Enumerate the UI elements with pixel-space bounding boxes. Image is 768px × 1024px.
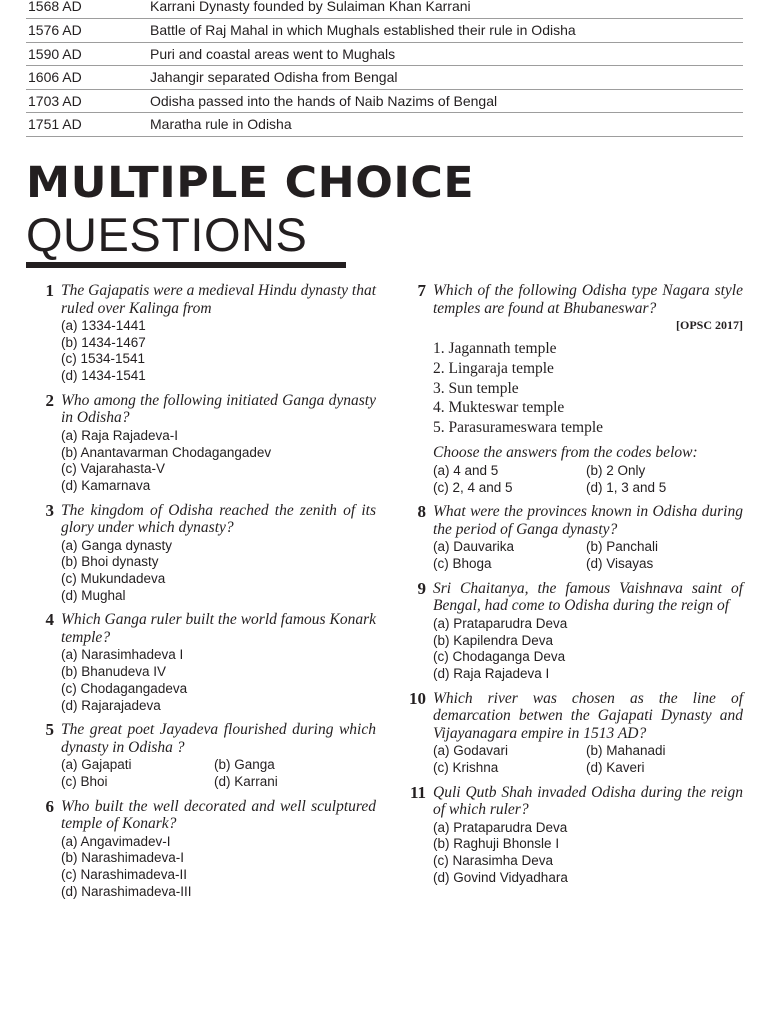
question-number: 7 xyxy=(417,281,426,300)
question-number: 10 xyxy=(409,688,426,708)
timeline-year: 1751 AD xyxy=(28,116,82,133)
question-10 xyxy=(398,690,743,777)
timeline-event: Odisha passed into the hands of Naib Nazims of Bengal xyxy=(150,92,498,109)
option: (a) Godavari xyxy=(433,743,509,759)
timeline-year: 1703 AD xyxy=(28,92,82,109)
question-text: Which of the following Odisha type Nagara style temples are found at Bhubaneswar? xyxy=(433,282,743,317)
question-number: 9 xyxy=(417,578,426,598)
list-item: 5. Parasurameswara temple xyxy=(433,419,604,437)
timeline-event: Karrani Dynasty founded by Sulaiman Khan Karrani xyxy=(150,0,471,14)
option: (b) Kapilendra Deva xyxy=(433,632,554,648)
option: (a) 1334-1441 xyxy=(61,318,146,333)
timeline-event: Jahangir separated Odisha from Bengal xyxy=(150,69,398,86)
question-1 xyxy=(26,282,376,385)
option: (d) 1434-1541 xyxy=(61,368,146,384)
question-3 xyxy=(26,502,376,605)
option: (d) Rajarajadeva xyxy=(61,697,161,713)
timeline-year: 1576 AD xyxy=(28,22,82,38)
option: (c) Narashimadeva-II xyxy=(61,867,188,883)
option: (d) Raja Rajadeva I xyxy=(433,665,550,681)
option: (c) Chodaganga Deva xyxy=(433,649,566,665)
statement-list xyxy=(433,339,743,438)
option: (c) Bhoi xyxy=(61,773,108,789)
list-item: 4. Mukteswar temple xyxy=(433,399,565,417)
exam-source-tag: [OPSC 2017] xyxy=(676,318,743,332)
option: (a) 4 and 5 xyxy=(433,462,499,478)
option: (b) Ganga xyxy=(214,757,275,773)
option: (a) Dauvarika xyxy=(433,539,515,555)
option: (d) Mughal xyxy=(61,587,126,603)
list-item: 1. Jagannath temple xyxy=(433,340,557,357)
timeline-row xyxy=(26,19,743,43)
question-text: The Gajapatis were a medieval Hindu dynasty that ruled over Kalinga from xyxy=(61,282,376,317)
question-6 xyxy=(26,798,376,901)
timeline-row xyxy=(26,43,743,67)
question-11 xyxy=(398,784,743,887)
option: (b) Mahanadi xyxy=(586,743,666,759)
list-item: 2. Lingaraja temple xyxy=(433,359,554,377)
timeline-row xyxy=(26,66,743,90)
option: (b) Bhoi dynasty xyxy=(61,554,159,570)
question-text: What were the provinces known in Odisha during the period of Ganga dynasty? xyxy=(433,503,743,538)
timeline-year: 1590 AD xyxy=(28,45,82,62)
timeline-row xyxy=(26,113,743,137)
question-number: 1 xyxy=(45,281,54,300)
codes-instruction: Choose the answers from the codes below: xyxy=(433,443,698,461)
option: (c) Narasimha Deva xyxy=(433,852,554,868)
timeline-row xyxy=(26,90,743,114)
option: (a) Narasimhadeva I xyxy=(61,647,184,663)
question-text: The great poet Jayadeva flourished during which dynasty in Odisha ? xyxy=(61,721,376,756)
option: (b) Narashimadeva-I xyxy=(61,850,185,866)
question-8 xyxy=(398,503,743,572)
question-4 xyxy=(26,611,376,714)
question-2 xyxy=(26,392,376,495)
option: (d) Karrani xyxy=(214,773,278,789)
timeline-year: 1606 AD xyxy=(28,69,82,86)
question-text: Sri Chaitanya, the famous Vaishnava saint of Bengal, had come to Odisha during the reign of xyxy=(433,579,743,615)
option: (d) Kaveri xyxy=(586,759,645,775)
option: (a) Prataparudra Deva xyxy=(433,615,568,631)
option: (d) Govind Vidyadhara xyxy=(433,869,568,885)
option: (c) Vajarahasta-V xyxy=(61,461,166,477)
option: (d) 1, 3 and 5 xyxy=(586,479,667,495)
timeline-year: 1568 AD xyxy=(28,0,82,14)
question-number: 3 xyxy=(45,500,54,520)
option: (c) Bhoga xyxy=(433,556,492,572)
option: (a) Raja Rajadeva-I xyxy=(61,427,179,443)
option: (a) Ganga dynasty xyxy=(61,537,173,553)
option: (b) Raghuji Bhonsle I xyxy=(433,836,560,852)
timeline-row xyxy=(26,0,743,19)
question-number: 4 xyxy=(45,610,54,630)
option: (d) Kamarnava xyxy=(61,477,151,493)
option: (a) Angavimadev-I xyxy=(61,833,171,849)
question-number: 6 xyxy=(45,796,54,816)
option: (c) 2, 4 and 5 xyxy=(433,479,513,495)
option: (d) Visayas xyxy=(586,556,654,572)
question-text: Quli Qutb Shah invaded Odisha during the reign of which ruler? xyxy=(433,783,743,819)
list-item: 3. Sun temple xyxy=(433,379,519,397)
option: (a) Gajapati xyxy=(61,757,132,773)
question-9 xyxy=(398,580,743,683)
question-5 xyxy=(26,721,376,790)
question-text: Who built the well decorated and well sculptured temple of Konark? xyxy=(61,797,376,833)
timeline-table xyxy=(26,0,743,137)
option: (c) Chodagangadeva xyxy=(61,680,188,696)
section-heading: MULTIPLE CHOICE xyxy=(26,158,475,208)
question-number: 11 xyxy=(409,782,426,802)
section-subheading: QUESTIONS xyxy=(26,208,308,261)
option: (b) Anantavarman Chodagangadev xyxy=(61,444,272,460)
question-number: 5 xyxy=(45,720,54,740)
option: (c) 1534-1541 xyxy=(61,351,146,367)
questions-right-column xyxy=(398,282,743,893)
question-number: 2 xyxy=(45,390,54,410)
option: (a) Prataparudra Deva xyxy=(433,819,568,835)
question-text: Which Ganga ruler built the world famous Konark temple? xyxy=(61,611,376,646)
option: (c) Krishna xyxy=(433,759,499,775)
questions-left-column xyxy=(26,282,376,907)
timeline-event: Maratha rule in Odisha xyxy=(150,116,292,133)
question-text: The kingdom of Odisha reached the zenith of its glory under which dynasty? xyxy=(61,501,376,537)
question-text: Who among the following initiated Ganga dynasty in Odisha? xyxy=(61,391,376,427)
option: (c) Mukundadeva xyxy=(61,571,166,587)
option: (d) Narashimadeva-III xyxy=(61,883,192,899)
option: (b) 1434-1467 xyxy=(61,334,146,350)
option: (b) Panchali xyxy=(586,539,659,555)
option: (b) Bhanudeva IV xyxy=(61,664,167,680)
question-7 xyxy=(398,282,743,496)
timeline-event: Battle of Raj Mahal in which Mughals established their rule in Odisha xyxy=(150,22,576,38)
question-number: 8 xyxy=(417,502,426,522)
timeline-event: Puri and coastal areas went to Mughals xyxy=(150,45,396,62)
question-text: Which river was chosen as the line of demarcation betwen the Gajapati Dynasty and Vijayanagara empire in 1513 AD? xyxy=(433,689,743,742)
option: (b) 2 Only xyxy=(586,462,646,478)
heading-rule xyxy=(26,262,346,268)
